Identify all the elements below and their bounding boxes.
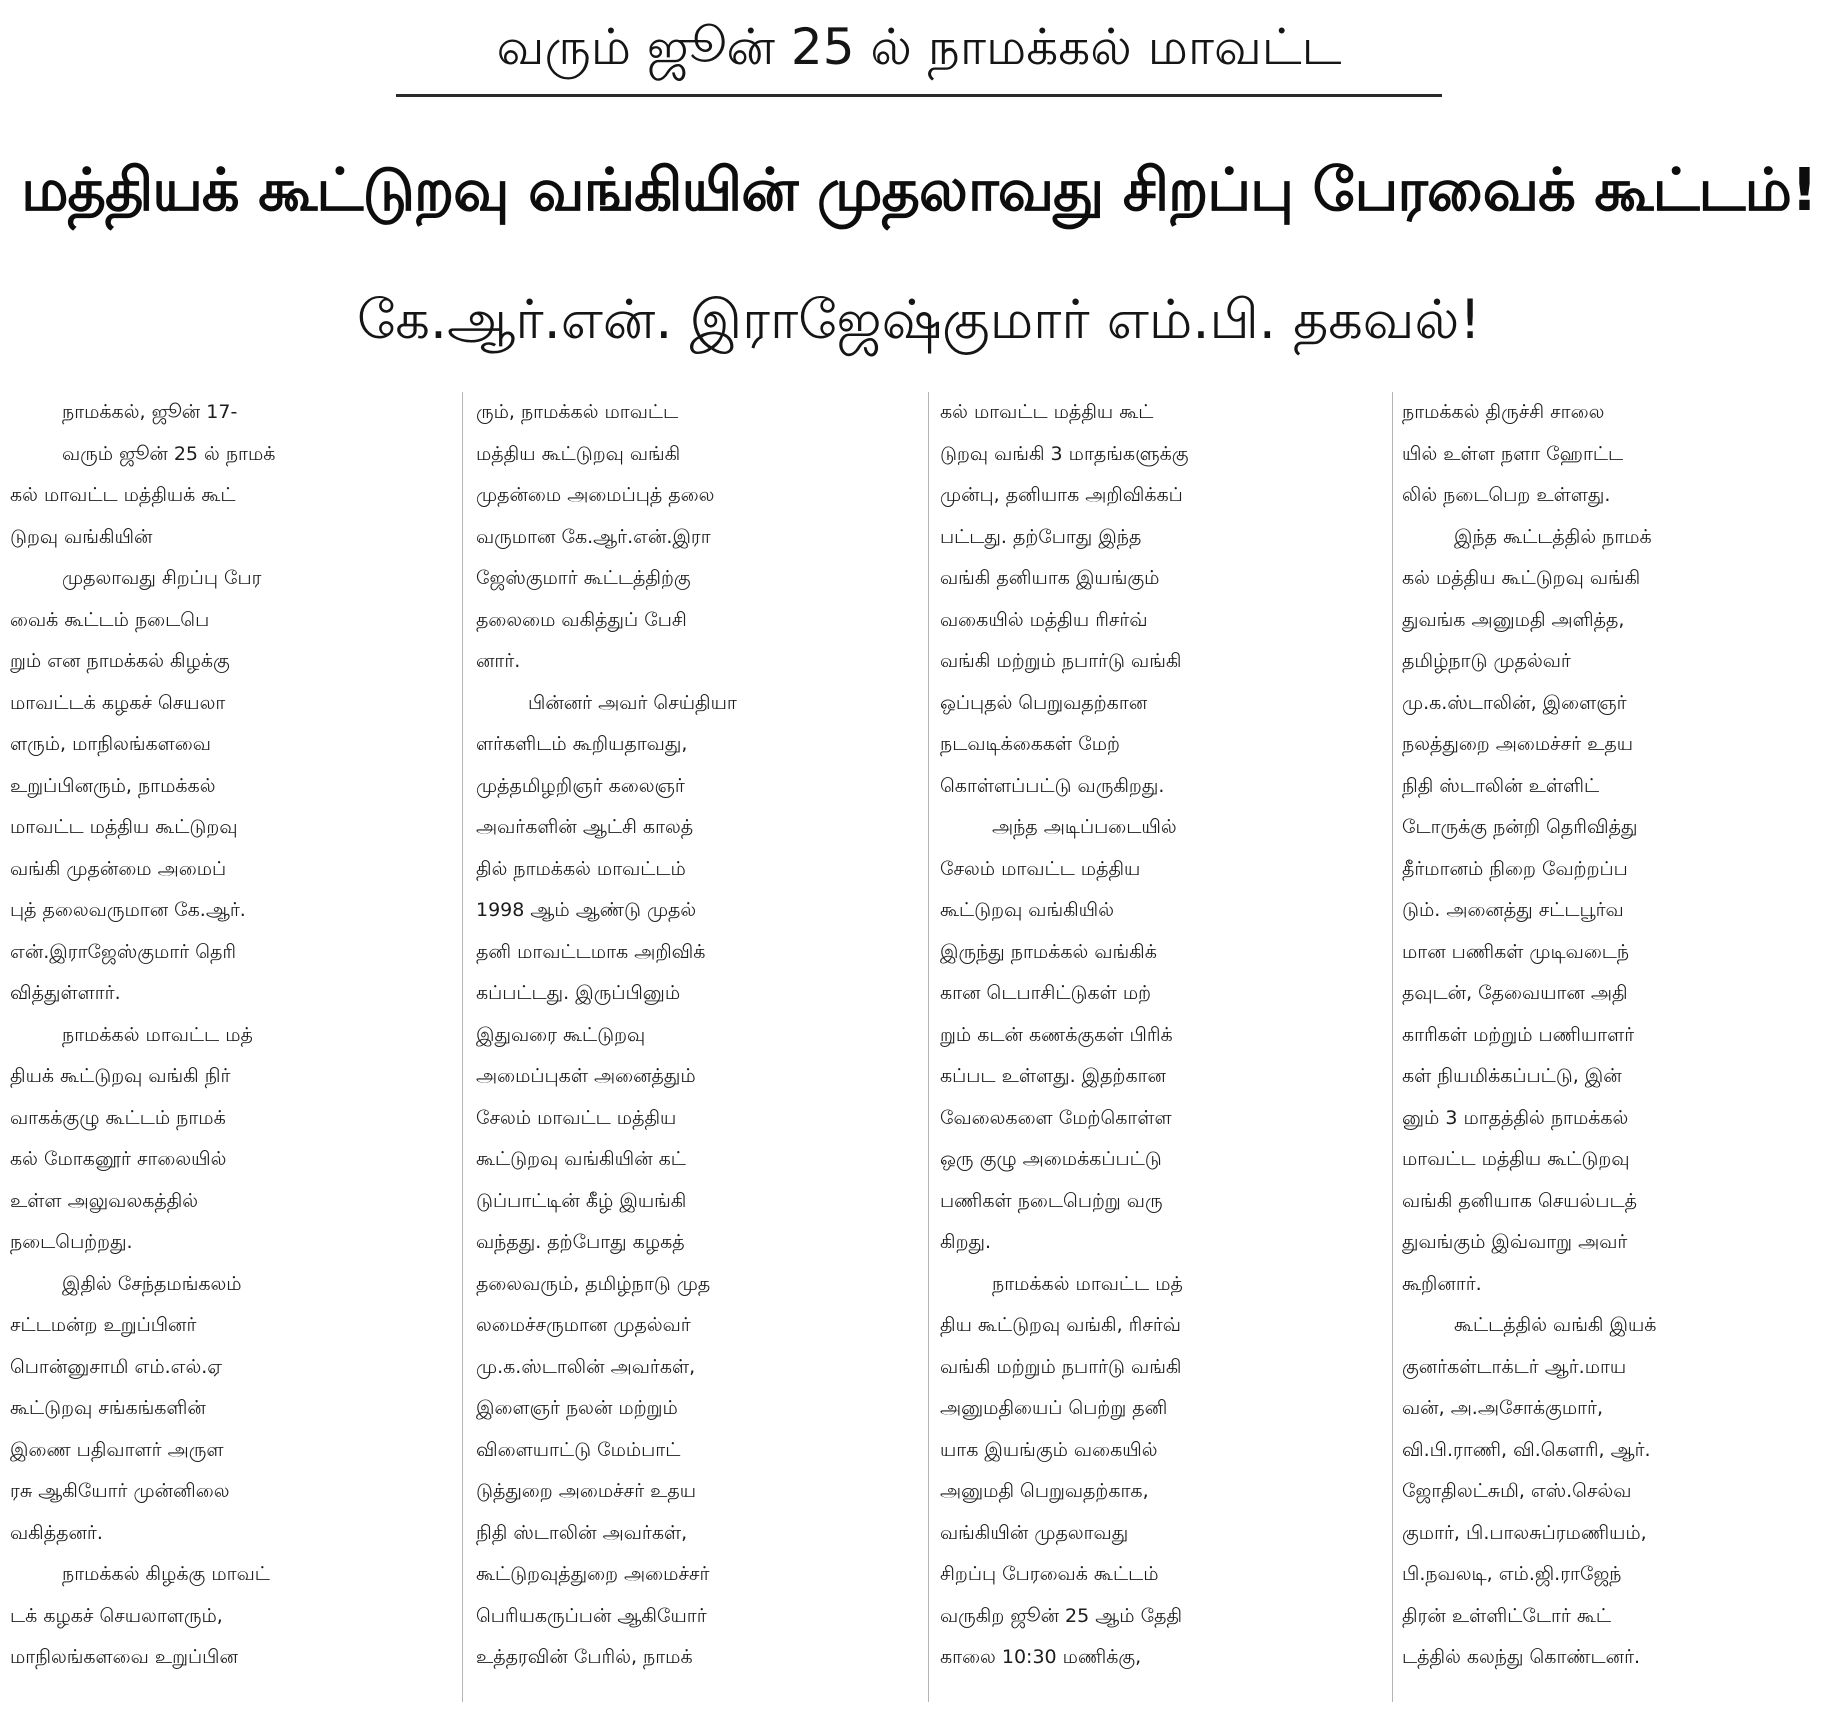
body-text-line: கான டெபாசிட்டுகள் மற் <box>940 982 1152 1004</box>
column-divider <box>1392 392 1393 1702</box>
body-text-line: மாவட்டக் கழகச் செயலா <box>10 691 226 714</box>
body-text-line: வங்கி தனியாக செயல்படத் <box>1402 1189 1637 1212</box>
body-text-line: கப்பட உள்ளது. இதற்கான <box>940 1065 1166 1087</box>
body-text-line: கூட்டுறவு சங்கங்களின் <box>10 1397 206 1419</box>
body-text-line: என்.இராஜேஸ்குமார் தெரி <box>10 940 237 963</box>
body-text-line: லமைச்சருமான முதல்வர் <box>476 1314 691 1336</box>
body-text-line: கூறினார். <box>1402 1272 1482 1295</box>
body-text-line: தில் நாமக்கல் மாவட்டம் <box>476 857 686 880</box>
body-text-line: டுத்துறை அமைச்சர் உதய <box>476 1480 697 1502</box>
body-text-line: பி.நவலடி, எம்.ஜி.ராஜேந் <box>1402 1563 1622 1585</box>
body-text-line: கூட்டத்தில் வங்கி இயக் <box>1454 1314 1657 1336</box>
body-text-line: வங்கி மற்றும் நபார்டு வங்கி <box>940 650 1182 672</box>
body-text-line: இளைஞர் நலன் மற்றும் <box>476 1397 678 1419</box>
body-text-line: காரிகள் மற்றும் பணியாளர் <box>1402 1023 1635 1046</box>
body-text-line: குமார், பி.பாலசுப்ரமணியம், <box>1402 1521 1647 1544</box>
body-text-line: மாநிலங்களவை உறுப்பின <box>10 1646 238 1668</box>
body-text-line: டும். அனைத்து சட்டபூர்வ <box>1402 899 1624 921</box>
kicker-underline <box>396 94 1442 97</box>
body-text-line: டக் கழகச் செயலாளரும், <box>10 1604 223 1627</box>
body-text-line: தமிழ்நாடு முதல்வர் <box>1402 650 1571 672</box>
body-text-line: திய கூட்டுறவு வங்கி, ரிசர்வ் <box>940 1314 1181 1336</box>
body-text-line: வாகக்குழு கூட்டம் நாமக் <box>10 1106 226 1129</box>
body-text-line: பின்னர் அவர் செய்தியா <box>528 691 737 714</box>
body-text-line: டத்தில் கலந்து கொண்டனர். <box>1402 1646 1641 1668</box>
body-text-line: தவுடன், தேவையான அதி <box>1402 982 1628 1004</box>
body-text-line: பணிகள் நடைபெற்று வரு <box>940 1189 1163 1212</box>
body-text-line: டுப்பாட்டின் கீழ் இயங்கி <box>476 1189 687 1212</box>
body-text-line: தீர்மானம் நிறை வேற்றப்ப <box>1402 857 1628 880</box>
body-text-line: நிதி ஸ்டாலின் உள்ளிட் <box>1402 774 1600 797</box>
kicker-line: வரும் ஜூன் 25 ல் நாமக்கல் மாவட்ட <box>496 18 1342 76</box>
body-text-line: மாவட்ட மத்திய கூட்டுறவு <box>10 816 238 838</box>
body-text-line: நிதி ஸ்டாலின் அவர்கள், <box>476 1521 688 1544</box>
body-text-line: வந்தது. தற்போது கழகத் <box>476 1231 685 1253</box>
body-text-line: முத்தமிழறிஞர் கலைஞர் <box>476 774 685 797</box>
body-text-line: ஜேஸ்குமார் கூட்டத்திற்கு <box>476 567 691 589</box>
body-text-line: பட்டது. தற்போது இந்த <box>940 525 1142 548</box>
body-text-line: உள்ள அலுவலகத்தில் <box>10 1189 199 1212</box>
body-text-line: இணை பதிவாளர் அருள <box>10 1438 224 1461</box>
body-text-line: மத்திய கூட்டுறவு வங்கி <box>476 442 681 465</box>
body-text-line: வேலைகளை மேற்கொள்ள <box>940 1106 1172 1129</box>
body-text-line: றும் கடன் கணக்குகள் பிரிக் <box>940 1023 1173 1046</box>
subheadline: கே.ஆர்.என். இராஜேஷ்குமார் எம்.பி. தகவல்! <box>357 288 1481 351</box>
body-text-line: கள் நியமிக்கப்பட்டு, இன் <box>1402 1065 1622 1087</box>
body-text-line: டுறவு வங்கி 3 மாதங்களுக்கு <box>940 442 1189 465</box>
body-text-line: ரசு ஆகியோர் முன்னிலை <box>10 1480 230 1502</box>
body-text-line: தலைவரும், தமிழ்நாடு முத <box>476 1272 711 1295</box>
body-text-line: வங்கி முதன்மை அமைப் <box>10 857 227 880</box>
body-text-line: உறுப்பினரும், நாமக்கல் <box>10 774 216 797</box>
body-text-line: கப்பட்டது. இருப்பினும் <box>476 982 681 1004</box>
body-text-line: ளர்களிடம் கூறியதாவது, <box>476 733 688 755</box>
body-text-line: அந்த அடிப்படையில் <box>992 816 1177 838</box>
body-text-line: முதலாவது சிறப்பு பேர <box>62 567 262 589</box>
body-text-line: முதன்மை அமைப்புத் தலை <box>476 484 715 506</box>
body-text-line: வி.பி.ராணி, வி.கௌரி, ஆர். <box>1402 1438 1651 1461</box>
body-text-line: லில் நடைபெற உள்ளது. <box>1402 484 1611 506</box>
body-text-line: மான பணிகள் முடிவடைந் <box>1402 940 1630 963</box>
body-text-line: அனுமதி பெறுவதற்காக, <box>940 1480 1149 1502</box>
body-text-line: நலத்துறை அமைச்சர் உதய <box>1402 733 1634 755</box>
body-text-line: காலை 10:30 மணிக்கு, <box>940 1646 1142 1668</box>
body-text-line: கொள்ளப்பட்டு வருகிறது. <box>940 774 1165 797</box>
body-text-line: ஒரு குழு அமைக்கப்பட்டு <box>940 1148 1162 1170</box>
body-text-line: ளரும், மாநிலங்களவை <box>10 733 211 755</box>
body-text-line: னும் 3 மாதத்தில் நாமக்கல் <box>1402 1106 1629 1129</box>
body-text-line: அவர்களின் ஆட்சி காலத் <box>476 816 694 838</box>
body-text-line: கிறது. <box>940 1231 992 1253</box>
body-text-line: சேலம் மாவட்ட மத்திய <box>476 1106 677 1129</box>
body-text-line: திரன் உள்ளிட்டோர் கூட் <box>1402 1604 1612 1627</box>
body-text-line: மு.க.ஸ்டாலின் அவர்கள், <box>476 1355 696 1378</box>
body-text-line: அமைப்புகள் அனைத்தும் <box>476 1065 696 1087</box>
body-text-line: இதுவரை கூட்டுறவு <box>476 1023 646 1046</box>
body-text-line: துவங்கும் இவ்வாறு அவர் <box>1402 1231 1628 1253</box>
body-text-line: வரும் ஜூன் 25 ல் நாமக் <box>62 442 276 465</box>
body-text-line: தலைமை வகித்துப் பேசி <box>476 608 687 631</box>
body-text-line: தியக் கூட்டுறவு வங்கி நிர் <box>10 1065 231 1087</box>
body-text-line: விளையாட்டு மேம்பாட் <box>476 1438 681 1461</box>
body-text-line: சிறப்பு பேரவைக் கூட்டம் <box>940 1563 1159 1585</box>
body-text-line: நாமக்கல், ஜூன் 17- <box>62 401 238 423</box>
body-text-line: நாமக்கல் கிழக்கு மாவட் <box>62 1563 270 1585</box>
body-text-line: மு.க.ஸ்டாலின், இளைஞர் <box>1402 691 1627 714</box>
body-text-line: 1998 ஆம் ஆண்டு முதல் <box>476 899 697 921</box>
body-text-line: வகையில் மத்திய ரிசர்வ் <box>940 608 1148 631</box>
body-text-line: வருமான கே.ஆர்.என்.இரா <box>476 525 711 548</box>
body-text-line: நாமக்கல் மாவட்ட மத் <box>62 1023 253 1046</box>
body-text-line: முன்பு, தனியாக அறிவிக்கப் <box>940 484 1183 506</box>
body-text-line: உத்தரவின் பேரில், நாமக் <box>476 1646 693 1668</box>
body-text-line: துவங்க அனுமதி அளித்த, <box>1402 608 1625 631</box>
body-text-line: நாமக்கல் மாவட்ட மத் <box>992 1272 1183 1295</box>
body-text-line: இந்த கூட்டத்தில் நாமக் <box>1454 525 1652 548</box>
body-text-line: ரும், நாமக்கல் மாவட்ட <box>476 401 679 423</box>
body-text-line: இதில் சேந்தமங்கலம் <box>62 1272 242 1295</box>
body-text-line: வைக் கூட்டம் நடைபெ <box>10 608 210 631</box>
body-text-line: றும் என நாமக்கல் கிழக்கு <box>10 650 230 672</box>
body-text-line: நடைபெற்றது. <box>10 1231 133 1253</box>
body-text-line: வங்கியின் முதலாவது <box>940 1521 1129 1544</box>
body-text-line: வங்கி மற்றும் நபார்டு வங்கி <box>940 1355 1182 1378</box>
body-text-line: டுறவு வங்கியின் <box>10 525 153 548</box>
body-text-line: ஒப்புதல் பெறுவதற்கான <box>940 691 1148 714</box>
body-text-line: னார். <box>476 650 521 672</box>
body-text-line: பெரியகருப்பன் ஆகியோர் <box>476 1604 707 1627</box>
body-text-line: கல் மோகனூர் சாலையில் <box>10 1148 227 1170</box>
body-text-line: டோருக்கு நன்றி தெரிவித்து <box>1402 816 1638 838</box>
body-text-line: நாமக்கல் திருச்சி சாலை <box>1402 401 1605 423</box>
body-text-line: வகித்தனர். <box>10 1521 103 1544</box>
body-text-line: யாக இயங்கும் வகையில் <box>940 1438 1158 1461</box>
body-text-line: நடவடிக்கைகள் மேற் <box>940 733 1120 755</box>
body-text-line: யில் உள்ள நளா ஹோட்ட <box>1402 442 1624 465</box>
body-text-line: பொன்னுசாமி எம்.எல்.ஏ <box>10 1355 223 1378</box>
column-divider <box>928 392 929 1702</box>
body-text-line: புத் தலைவருமான கே.ஆர். <box>10 899 246 921</box>
body-text-line: கல் மாவட்ட மத்திய கூட் <box>940 401 1154 423</box>
body-text-line: கல் மத்திய கூட்டுறவு வங்கி <box>1402 567 1641 589</box>
article-column-2 <box>476 392 918 1679</box>
headline: மத்தியக் கூட்டுறவு வங்கியின் முதலாவது சிறப்பு பேரவைக் கூட்டம்! <box>21 155 1817 224</box>
body-text-line: குனர்கள்டாக்டர் ஆர்.மாய <box>1402 1355 1627 1378</box>
body-text-line: ஜோதிலட்சுமி, எஸ்.செல்வ <box>1402 1480 1632 1502</box>
body-text-line: கூட்டுறவுத்துறை அமைச்சர் <box>476 1563 710 1585</box>
article-column-4 <box>1402 392 1838 1679</box>
body-text-line: மாவட்ட மத்திய கூட்டுறவு <box>1402 1148 1630 1170</box>
body-text-line: இருந்து நாமக்கல் வங்கிக் <box>940 940 1157 963</box>
body-text-line: கூட்டுறவு வங்கியின் கட் <box>476 1148 686 1170</box>
body-text-line: வங்கி தனியாக இயங்கும் <box>940 567 1160 589</box>
body-text-line: கூட்டுறவு வங்கியில் <box>940 899 1114 921</box>
article-column-3 <box>940 392 1382 1679</box>
body-text-line: வித்துள்ளார். <box>10 982 121 1004</box>
column-divider <box>462 392 463 1702</box>
body-text-line: சட்டமன்ற உறுப்பினர் <box>10 1314 197 1336</box>
body-text-line: சேலம் மாவட்ட மத்திய <box>940 857 1141 880</box>
body-text-line: தனி மாவட்டமாக அறிவிக் <box>476 940 706 963</box>
body-text-line: வன், அ.அசோக்குமார், <box>1402 1397 1604 1419</box>
body-text-line: கல் மாவட்ட மத்தியக் கூட் <box>10 484 236 506</box>
body-text-line: அனுமதியைப் பெற்று தனி <box>940 1397 1168 1419</box>
body-text-line: வருகிற ஜூன் 25 ஆம் தேதி <box>940 1604 1183 1627</box>
article-column-1 <box>10 392 452 1679</box>
